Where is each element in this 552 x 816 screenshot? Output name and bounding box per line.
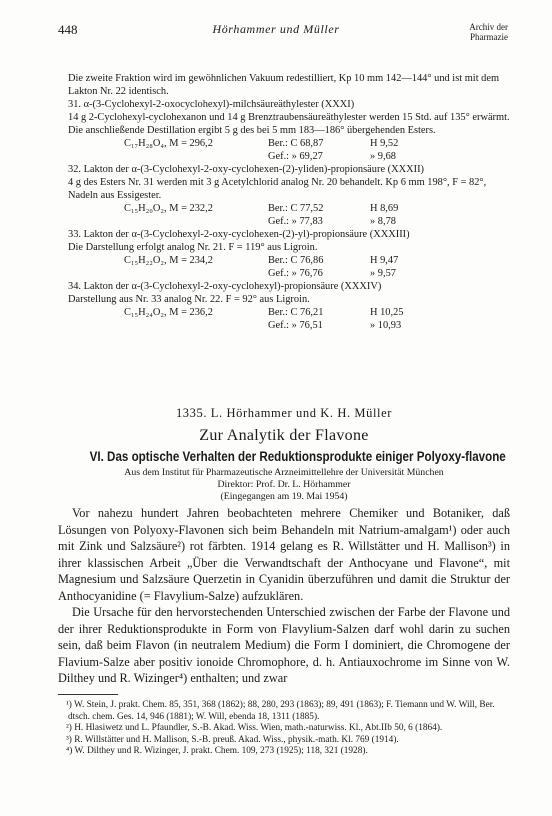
found-h: » 10,93	[370, 320, 402, 331]
calc-h: H 8,69	[370, 203, 399, 214]
footnote-1: ¹) W. Stein, J. prakt. Chem. 85, 351, 368 (1862); 88, 280, 293 (1863); 89, 491 (1863); F. Tiemann und W. Will, Ber. dtsch. chem. Ges. 14, 946 (1881); W. Will, ebenda 18, 1311 (1885).	[66, 700, 495, 722]
found-h: » 9,68	[370, 151, 396, 162]
compound-31-title: 31. α-(3-Cyclohexyl-2-oxocyclohexyl)-milchsäureäthylester (XXXI)	[68, 99, 355, 110]
compound-32-title: 32. Lakton der α-(3-Cyclohexyl-2-oxy-cyclohexen-(2)-yliden)-propionsäure (XXXII)	[68, 164, 425, 175]
journal-line-2: Pharmazie	[470, 32, 508, 42]
journal-name	[469, 22, 508, 42]
compound-34-found	[58, 319, 510, 332]
received-line: (Eingegangen am 19. Mai 1954)	[220, 491, 348, 502]
calc-c: Ber.: C 68,87	[268, 138, 324, 149]
found-c: Gef.: » 76,51	[268, 320, 323, 331]
article-subtitle: VI. Das optische Verhalten der Reduktionsprodukte einiger Polyoxy-flavone	[89, 449, 506, 464]
body-paragraph-2: Die Ursache für den hervorstechenden Unterschied zwischen der Farbe der Flavone und der ihrer Reduktionsprodukte in Form von Flavylium-Salzen darf wohl darin zu suchen sein, daß beim Flavon (in neutralem Medium) die Form I dominiert, die Chromogene der Flavium-Salze aber positiv ionoide Chromophore, d. h. Antiauxochrome im Sinne von W. Dilthey und R. Wizinger⁴) enthalten; und zwar	[58, 605, 510, 685]
calc-h: H 9,47	[370, 255, 399, 266]
experimental-section	[58, 72, 510, 332]
calc-h: H 9,52	[370, 138, 399, 149]
running-authors: Hörhammer und Müller	[212, 22, 340, 36]
compound-34-title: 34. Lakton der α-(3-Cyclohexyl-2-oxy-cyclohexyl)-propionsäure (XXXIV)	[68, 281, 382, 292]
formula: C₁₇H₂₈O₄, M = 296,2	[124, 138, 213, 149]
found-c: Gef.: » 77,83	[268, 216, 323, 227]
compound-33-analysis	[58, 254, 510, 267]
footnote-2: ²) H. Hlasiwetz und L. Pfaundler, S.-B. Akad. Wiss. Wien, math.-naturwiss. Kl., Abt.IIb 50, 6 (1864).	[66, 723, 443, 733]
found-c: Gef.: » 76,76	[268, 268, 323, 279]
footnote-4: ⁴) W. Dilthey und R. Wizinger, J. prakt. Chem. 109, 273 (1925); 118, 321 (1928).	[66, 746, 368, 756]
found-h: » 9,57	[370, 268, 396, 279]
article-body	[58, 505, 510, 687]
compound-34-text: Darstellung aus Nr. 33 analog Nr. 22. F = 92° aus Ligroin.	[68, 294, 310, 305]
calc-h: H 10,25	[370, 307, 404, 318]
formula: C₁₅H₂₄O₂, M = 236,2	[124, 307, 213, 318]
compound-31-text: 14 g 2-Cyclohexyl-cyclohexanon und 14 g Brenztraubensäureäthylester werden 15 Std. auf 135° erwärmt. Die anschließende Destillation ergibt 5 g des bei 5 mm 183—186° übergehenden Esters.	[68, 112, 510, 136]
compound-34-analysis	[58, 306, 510, 319]
compound-33-text: Die Darstellung erfolgt analog Nr. 21. F = 119° aus Ligroin.	[68, 242, 318, 253]
running-header	[0, 14, 552, 54]
director-line: Direktor: Prof. Dr. L. Hörhammer	[217, 479, 351, 490]
article-title: Zur Analytik der Flavone	[199, 427, 369, 444]
formula: C₁₅H₂₂O₂, M = 234,2	[124, 255, 213, 266]
found-c: Gef.: » 69,27	[268, 151, 323, 162]
compound-31-analysis	[58, 137, 510, 150]
footnote-3: ³) R. Willstätter und H. Mallison, S.-B. preuß. Akad. Wiss., physik.-math. Kl. 769 (1914).	[66, 734, 399, 745]
compound-31-found	[58, 150, 510, 163]
footnote-divider	[58, 694, 118, 695]
found-h: » 8,78	[370, 216, 396, 227]
calc-c: Ber.: C 76,86	[268, 255, 324, 266]
institute-line: Aus dem Institut für Pharmazeutische Arzneimittellehre der Universität München	[124, 467, 444, 478]
compound-32-analysis	[58, 202, 510, 215]
article-number-authors: 1335. L. Hörhammer und K. H. Müller	[175, 406, 393, 420]
compound-33-found	[58, 267, 510, 280]
article-meta	[58, 467, 510, 503]
calc-c: Ber.: C 76,21	[268, 307, 324, 318]
compound-32-found	[58, 215, 510, 228]
intro-paragraph: Die zweite Fraktion wird im gewöhnlichen Vakuum redestilliert, Kp 10 mm 142—144° und ist mit dem Lakton Nr. 22 identisch.	[68, 73, 500, 97]
formula: C₁₅H₂₀O₂, M = 232,2	[124, 203, 213, 214]
calc-c: Ber.: C 77,52	[268, 203, 324, 214]
page-number: 448	[58, 22, 78, 37]
compound-33-title: 33. Lakton der α-(3-Cyclohexyl-2-oxy-cyclohexen-(2)-yl)-propionsäure (XXXIII)	[68, 229, 410, 240]
article-header	[58, 406, 510, 503]
footnotes	[58, 700, 510, 758]
compound-32-text: 4 g des Esters Nr. 31 werden mit 3 g Acetylchlorid analog Nr. 20 behandelt. Kp 6 mm 198°, F = 82°, Nadeln aus Essigester.	[68, 177, 487, 201]
journal-line-1: Archiv der	[469, 22, 508, 32]
body-paragraph-1: Vor nahezu hundert Jahren beobachteten mehrere Chemiker und Botaniker, daß Lösungen von Polyoxy-Flavonen sich beim Behandeln mit Natrium-amalgam¹) oder auch mit Zink und Salzsäure²) rot färbten. 1914 gelang es R. Willstätter und H. Mallison³) in ihrer klassischen Arbeit „Über die Verwandtschaft der Anthocyane und Flavone“, mit Magnesium und Salzsäure Querzetin in Cyanidin überzuführen und damit die Struktur der Anthocyanidine (= Flavylium-Salze) aufzuklären.	[58, 506, 510, 603]
